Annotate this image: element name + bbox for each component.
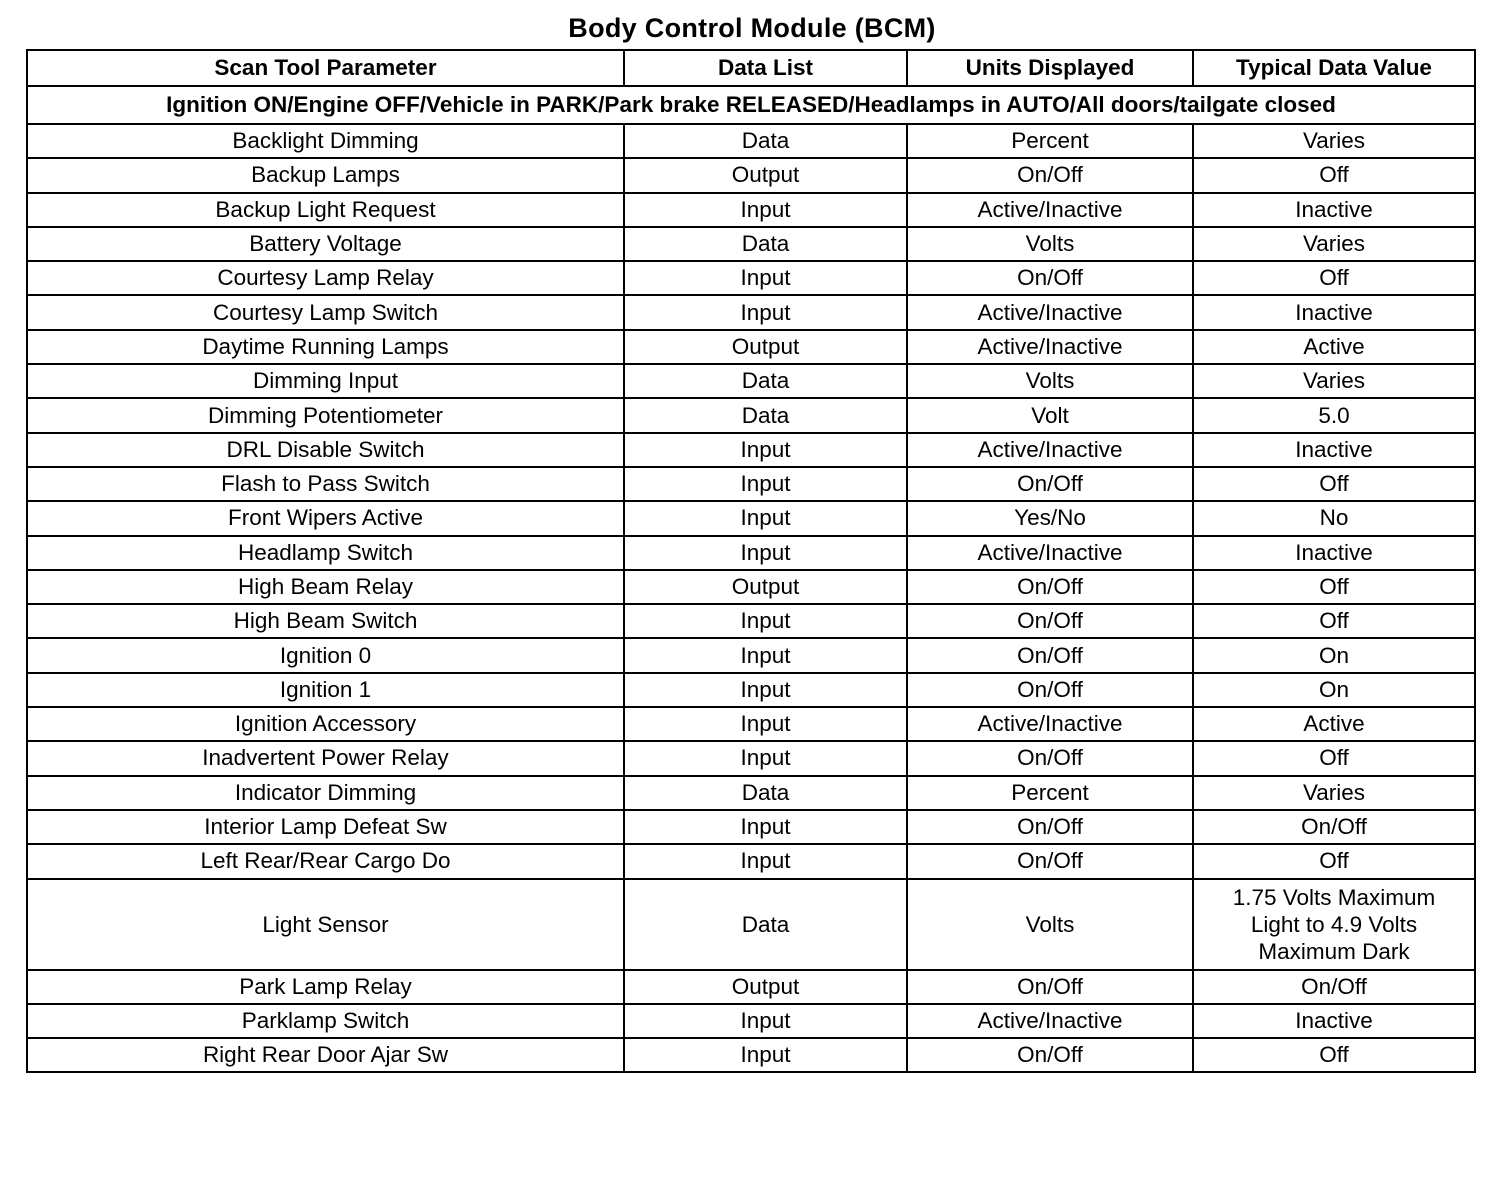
cell-units: On/Off [907,673,1193,707]
cell-data-list: Data [624,398,907,432]
header-data-list: Data List [624,50,907,86]
cell-units: On/Off [907,638,1193,672]
page-title: Body Control Module (BCM) [568,13,936,43]
cell-typical-value: 5.0 [1193,398,1475,432]
cell-units: Volt [907,398,1193,432]
cell-typical-value-line: 1.75 Volts Maximum [1232,884,1436,910]
table-row [27,776,1475,810]
cell-typical-value: Inactive [1193,536,1475,570]
cell-parameter: Backup Lamps [27,158,624,192]
cell-typical-value: Varies [1193,364,1475,398]
cell-data-list: Data [624,227,907,261]
cell-parameter: Parklamp Switch [27,1004,624,1038]
cell-units: On/Off [907,844,1193,878]
condition-row [27,86,1475,124]
cell-data-list: Input [624,638,907,672]
cell-data-list: Output [624,970,907,1004]
cell-parameter: Ignition 1 [27,673,624,707]
cell-units: On/Off [907,1038,1193,1072]
header-scan-tool-parameter: Scan Tool Parameter [27,50,624,86]
cell-typical-value: Off [1193,570,1475,604]
table-row [27,295,1475,329]
cell-data-list: Input [624,536,907,570]
cell-parameter: High Beam Relay [27,570,624,604]
cell-parameter: Dimming Input [27,364,624,398]
cell-typical-value: Off [1193,604,1475,638]
cell-data-list: Input [624,844,907,878]
cell-parameter: Backup Light Request [27,193,624,227]
cell-typical-value-line: Maximum Dark [1258,938,1410,964]
table-row [27,844,1475,878]
table-row [27,741,1475,775]
cell-units: On/Off [907,467,1193,501]
table-row [27,158,1475,192]
table-row [27,124,1475,158]
cell-typical-value: Varies [1193,227,1475,261]
cell-units: On/Off [907,970,1193,1004]
table-row [27,261,1475,295]
cell-typical-value [1193,879,1475,970]
cell-typical-value: Inactive [1193,433,1475,467]
cell-typical-value: Varies [1193,124,1475,158]
cell-typical-value: Off [1193,844,1475,878]
cell-typical-value: On [1193,638,1475,672]
header-typical-data-value: Typical Data Value [1193,50,1475,86]
cell-typical-value: Active [1193,707,1475,741]
cell-units: Active/Inactive [907,295,1193,329]
cell-typical-value: On [1193,673,1475,707]
cell-data-list: Data [624,879,907,970]
cell-parameter: Left Rear/Rear Cargo Do [27,844,624,878]
table-row [27,501,1475,535]
cell-data-list: Input [624,433,907,467]
cell-data-list: Input [624,193,907,227]
cell-parameter: High Beam Switch [27,604,624,638]
cell-units: Yes/No [907,501,1193,535]
table-row [27,536,1475,570]
cell-parameter: Front Wipers Active [27,501,624,535]
cell-units: Active/Inactive [907,1004,1193,1038]
cell-units: On/Off [907,810,1193,844]
cell-typical-value: Off [1193,1038,1475,1072]
cell-typical-value: Inactive [1193,1004,1475,1038]
cell-typical-value: Off [1193,158,1475,192]
table-row [27,433,1475,467]
header-row [27,50,1475,86]
cell-data-list: Input [624,295,907,329]
cell-parameter: Courtesy Lamp Relay [27,261,624,295]
cell-parameter: Courtesy Lamp Switch [27,295,624,329]
cell-units: Percent [907,776,1193,810]
table-row [27,364,1475,398]
cell-units: Active/Inactive [907,193,1193,227]
table-row [27,1038,1475,1072]
cell-parameter: Interior Lamp Defeat Sw [27,810,624,844]
cell-units: On/Off [907,261,1193,295]
table-row [27,638,1475,672]
cell-units: Active/Inactive [907,433,1193,467]
table-row [27,970,1475,1004]
cell-units: Volts [907,227,1193,261]
cell-parameter: Dimming Potentiometer [27,398,624,432]
cell-data-list: Input [624,1004,907,1038]
table-row [27,673,1475,707]
cell-data-list: Output [624,158,907,192]
cell-parameter: Right Rear Door Ajar Sw [27,1038,624,1072]
cell-parameter: Ignition Accessory [27,707,624,741]
table-row [27,810,1475,844]
cell-parameter: Battery Voltage [27,227,624,261]
cell-data-list: Input [624,604,907,638]
cell-typical-value: Inactive [1193,193,1475,227]
cell-units: On/Off [907,158,1193,192]
cell-typical-value: Off [1193,261,1475,295]
table-row [27,1004,1475,1038]
condition-cell: Ignition ON/Engine OFF/Vehicle in PARK/Park brake RELEASED/Headlamps in AUTO/All doors/tailgate closed [27,86,1475,124]
cell-units: Active/Inactive [907,536,1193,570]
cell-units: Active/Inactive [907,330,1193,364]
header-units-displayed: Units Displayed [907,50,1193,86]
table-row [27,398,1475,432]
cell-units: Percent [907,124,1193,158]
cell-typical-value-line: Light to 4.9 Volts [1250,911,1418,937]
cell-data-list: Data [624,776,907,810]
table-row [27,604,1475,638]
cell-units: On/Off [907,741,1193,775]
cell-data-list: Input [624,1038,907,1072]
table-row [27,467,1475,501]
table-row [27,227,1475,261]
table-row [27,707,1475,741]
cell-data-list: Input [624,467,907,501]
cell-data-list: Output [624,570,907,604]
cell-data-list: Input [624,707,907,741]
cell-data-list: Input [624,810,907,844]
cell-typical-value: On/Off [1193,970,1475,1004]
cell-data-list: Input [624,501,907,535]
cell-data-list: Input [624,741,907,775]
cell-parameter: DRL Disable Switch [27,433,624,467]
cell-typical-value: No [1193,501,1475,535]
cell-units: Volts [907,364,1193,398]
table-row [27,330,1475,364]
cell-parameter: Light Sensor [27,879,624,970]
cell-data-list: Output [624,330,907,364]
cell-typical-value: Inactive [1193,295,1475,329]
cell-typical-value: Varies [1193,776,1475,810]
cell-parameter: Inadvertent Power Relay [27,741,624,775]
table-row [27,570,1475,604]
cell-typical-value: On/Off [1193,810,1475,844]
cell-data-list: Input [624,261,907,295]
cell-typical-value: Off [1193,467,1475,501]
cell-parameter: Backlight Dimming [27,124,624,158]
cell-typical-value: Off [1193,741,1475,775]
bcm-data-table [26,49,1476,1073]
cell-units: Volts [907,879,1193,970]
cell-parameter: Ignition 0 [27,638,624,672]
cell-units: On/Off [907,570,1193,604]
table-row [27,193,1475,227]
cell-data-list: Data [624,124,907,158]
cell-parameter: Park Lamp Relay [27,970,624,1004]
cell-parameter: Indicator Dimming [27,776,624,810]
cell-parameter: Flash to Pass Switch [27,467,624,501]
table-row [27,879,1475,970]
cell-parameter: Headlamp Switch [27,536,624,570]
cell-typical-value: Active [1193,330,1475,364]
cell-data-list: Data [624,364,907,398]
cell-parameter: Daytime Running Lamps [27,330,624,364]
cell-units: Active/Inactive [907,707,1193,741]
cell-units: On/Off [907,604,1193,638]
cell-data-list: Input [624,673,907,707]
